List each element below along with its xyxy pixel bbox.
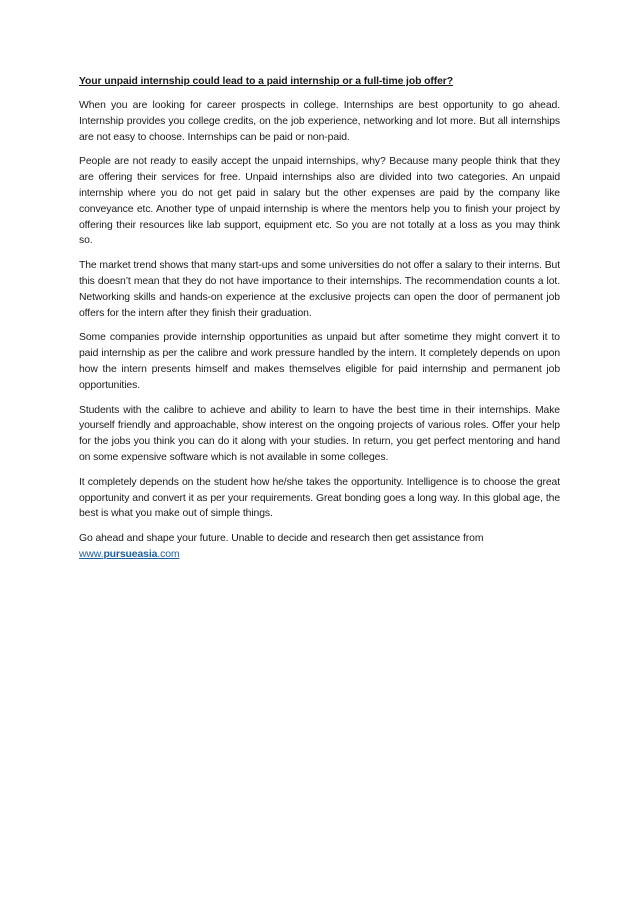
paragraph-6: It completely depends on the student how he/she takes the opportunity. Intelligence is to choose the great opportunity and convert it as per your requirements. Great bonding goes a long way. In this global age, the best is what you make out of simple things. [79, 476, 560, 520]
paragraph-3: The market trend shows that many start-ups and some universities do not offer a salary to their interns. But this doesn’t mean that they do not have importance to their internships. The recommendation counts a lot. Networking skills and hands-on experience at the exclusive projects can open the door of permanent job offers for the intern after they finish their graduation. [79, 260, 560, 319]
paragraph-5: Students with the calibre to achieve and ability to learn to have the best time in their internships. Make yourself friendly and approachable, show interest on the ongoing projects of various roles. Offer your help for the jobs you think you can do it along with your studies. In return, you get perfect mentoring and hand on some expensive software which is not available in some colleges. [79, 404, 560, 463]
paragraph-1: When you are looking for career prospects in college. Internships are best opportunity to go ahead. Internship provides you college credits, on the job experience, networking and lot more. But all internships are not easy to choose. Internships can be paid or non-paid. [79, 100, 560, 143]
paragraph-4: Some companies provide internship opportunities as unpaid but after sometime they might convert it to paid internship as per the calibre and work pressure handled by the intern. It completely depends on upon how the intern presents himself and makes themselves eligible for paid internship and permanent job opportunities. [79, 332, 560, 391]
paragraph-2: People are not ready to easily accept the unpaid internships, why? Because many people think that they are offering their services for free. Unpaid internships also are divided into two categories. An unpaid internship where you do not get paid in salary but the other expenses are paid by the company like conveyance etc. Another type of unpaid internship is where the mentors help you to finish your project by offering their resources like lab support, equipment etc. So you are not totally at a loss as you may think so. [79, 156, 560, 247]
website-link-line [79, 547, 560, 563]
document-title: Your unpaid internship could lead to a paid internship or a full-time job offer? [79, 76, 453, 87]
website-link-suffix: .com [157, 548, 180, 560]
document-page [79, 75, 560, 563]
website-link[interactable] [79, 549, 179, 560]
website-link-prefix: www. [79, 548, 104, 560]
website-link-brand: pursueasia [103, 548, 158, 560]
paragraph-7: Go ahead and shape your future. Unable to decide and research then get assistance from [79, 533, 484, 545]
